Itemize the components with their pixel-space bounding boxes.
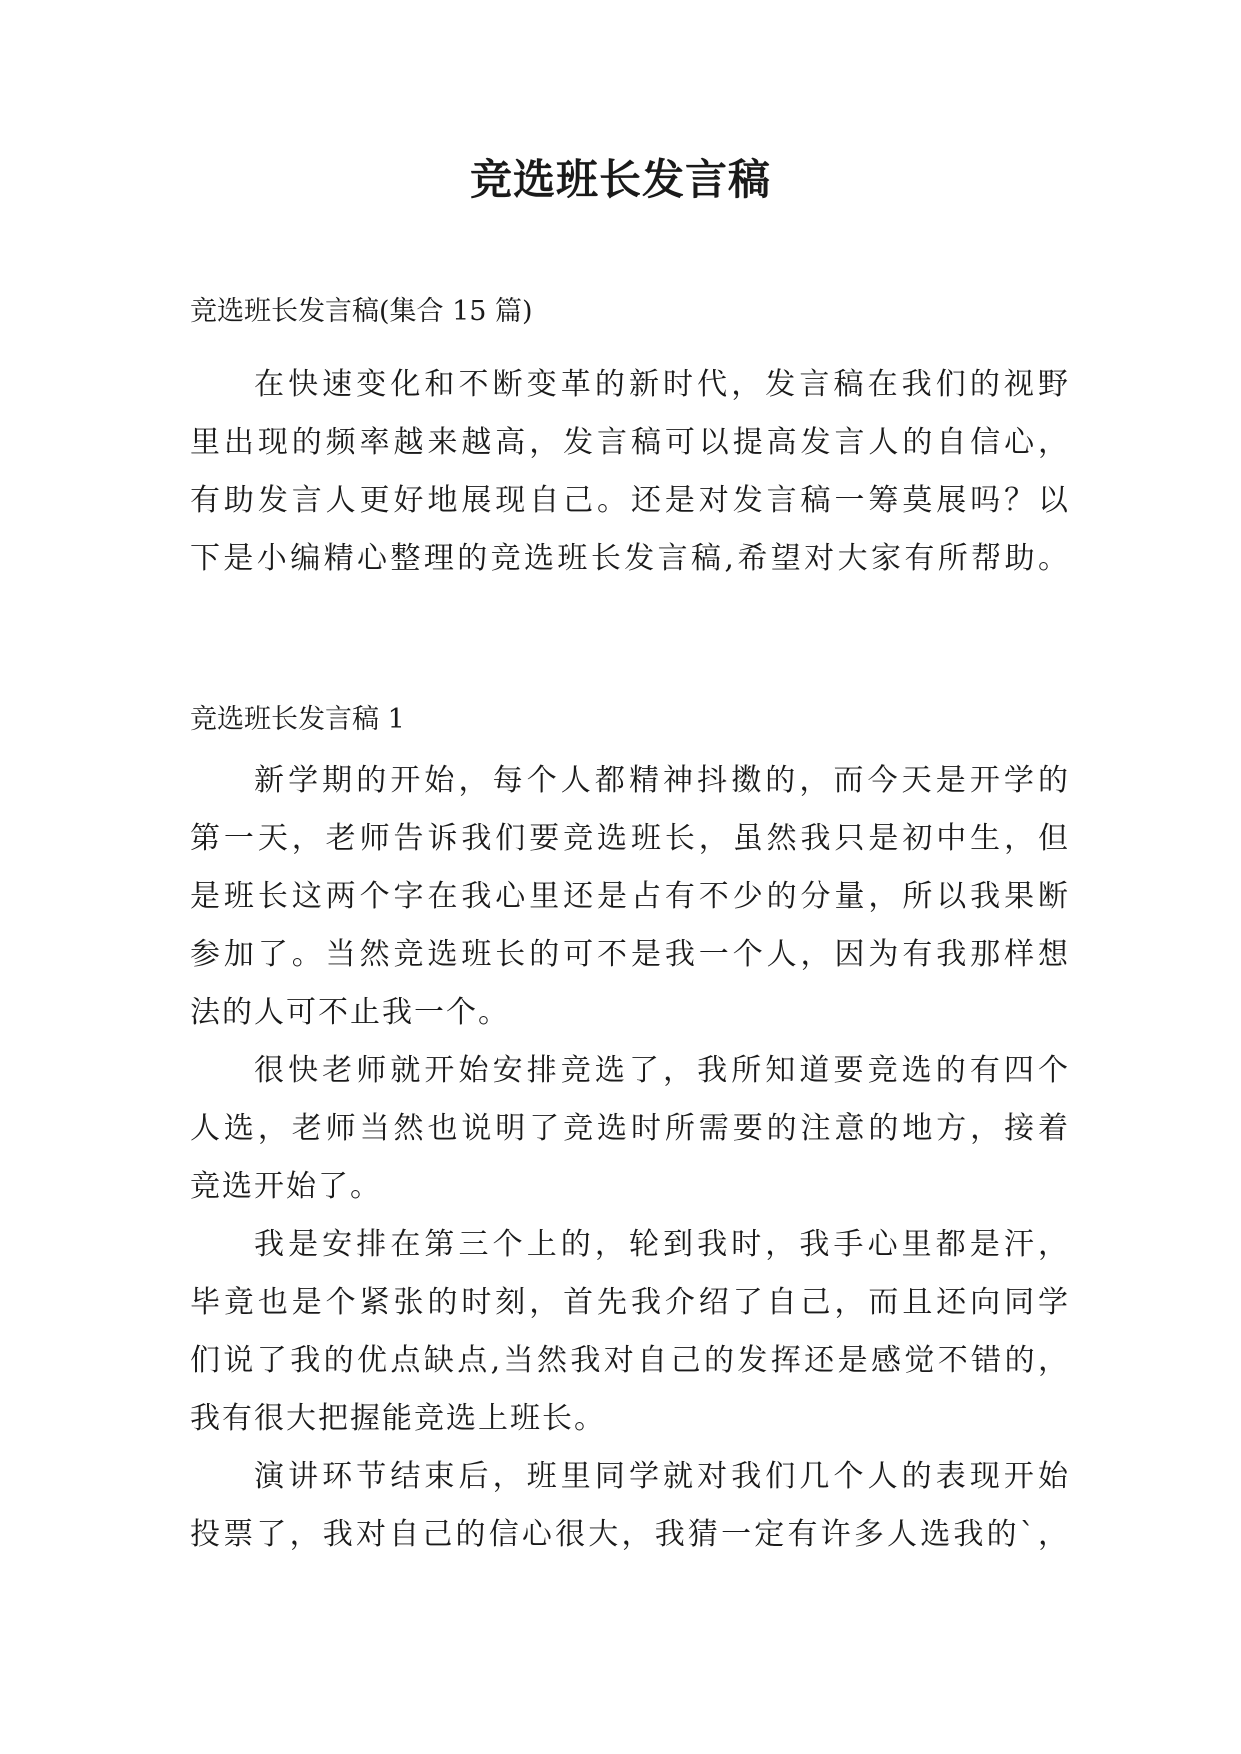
paragraph-line: 人选，老师当然也说明了竞选时所需要的注意的地方，接着 [190, 1111, 1070, 1146]
paragraph-line: 在快速变化和不断变革的新时代，发言稿在我们的视野 [254, 367, 1070, 402]
intro-paragraph [190, 356, 1070, 588]
paragraph-line: 毕竟也是个紧张的时刻，首先我介绍了自己，而且还向同学 [190, 1285, 1070, 1320]
section1-paragraph-2 [190, 1042, 1070, 1216]
section1-paragraph-4 [190, 1448, 1070, 1564]
paragraph-line: 演讲环节结束后，班里同学就对我们几个人的表现开始 [254, 1459, 1070, 1494]
document-subtitle: 竞选班长发言稿(集合 15 篇) [190, 296, 533, 327]
paragraph-line: 新学期的开始，每个人都精神抖擞的，而今天是开学的 [254, 763, 1070, 798]
document-title: 竞选班长发言稿 [469, 155, 771, 204]
paragraph-line: 我是安排在第三个上的，轮到我时，我手心里都是汗， [254, 1227, 1070, 1262]
paragraph-line: 们说了我的优点缺点,当然我对自己的发挥还是感觉不错的， [190, 1343, 1070, 1378]
paragraph-line: 是班长这两个字在我心里还是占有不少的分量，所以我果断 [190, 879, 1070, 914]
section1-paragraph-1 [190, 752, 1070, 1042]
paragraph-line: 竞选开始了。 [190, 1169, 382, 1204]
section-heading: 竞选班长发言稿 1 [190, 704, 405, 735]
paragraph-line: 参加了。当然竞选班长的可不是我一个人，因为有我那样想 [190, 937, 1070, 972]
paragraph-line: 很快老师就开始安排竞选了，我所知道要竞选的有四个 [254, 1053, 1070, 1088]
paragraph-line: 法的人可不止我一个。 [190, 995, 510, 1030]
paragraph-line: 有助发言人更好地展现自己。还是对发言稿一筹莫展吗？以 [190, 483, 1070, 518]
paragraph-line: 下是小编精心整理的竞选班长发言稿,希望对大家有所帮助。 [190, 541, 1070, 576]
paragraph-line: 投票了，我对自己的信心很大，我猜一定有许多人选我的`， [190, 1517, 1070, 1552]
paragraph-line: 我有很大把握能竞选上班长。 [190, 1401, 606, 1436]
section1-paragraph-3 [190, 1216, 1070, 1448]
paragraph-line: 里出现的频率越来越高，发言稿可以提高发言人的自信心， [190, 425, 1070, 460]
paragraph-line: 第一天，老师告诉我们要竞选班长，虽然我只是初中生，但 [190, 821, 1070, 856]
